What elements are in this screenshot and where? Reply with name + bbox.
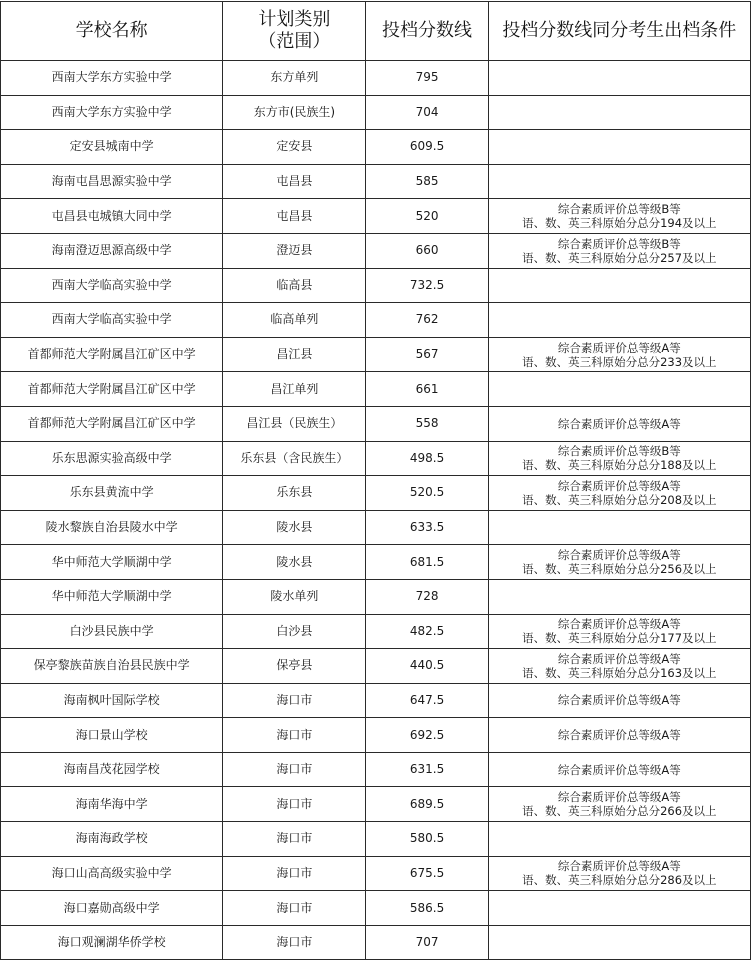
condition-grade-line: 综合素质评价总等级A等 — [557, 651, 681, 666]
header-plan-line1: 计划类别 — [258, 9, 331, 30]
condition-grade-line: 综合素质评价总等级A等 — [557, 617, 681, 632]
cell-school-name: 乐东县黄流中学 — [1, 476, 223, 511]
cell-score-line: 580.5 — [366, 822, 488, 857]
cell-score-line: 567 — [366, 337, 488, 372]
table-row — [1, 337, 751, 372]
table-row — [1, 891, 751, 926]
cell-school-name: 首都师范大学附属昌江矿区中学 — [1, 337, 223, 372]
cell-score-line: 704 — [366, 95, 488, 130]
table-row — [1, 372, 751, 407]
table-row — [1, 233, 751, 268]
cell-plan-category: 白沙县 — [223, 614, 366, 649]
condition-raw-score-line: 语、数、英三科原始分总分233及以上 — [522, 354, 717, 369]
cell-score-line: 558 — [366, 406, 488, 441]
cell-tie-condition — [488, 545, 750, 580]
cell-school-name: 海口山高高级实验中学 — [1, 856, 223, 891]
cell-tie-condition — [488, 164, 750, 199]
condition-raw-score-line: 语、数、英三科原始分总分163及以上 — [522, 665, 717, 680]
cell-tie-condition — [488, 372, 750, 407]
table-row — [1, 476, 751, 511]
cell-plan-category: 陵水县 — [223, 510, 366, 545]
cell-score-line: 631.5 — [366, 752, 488, 787]
cell-plan-category: 东方市(民族生) — [223, 95, 366, 130]
cell-tie-condition — [488, 268, 750, 303]
cell-school-name: 乐东思源实验高级中学 — [1, 441, 223, 476]
cell-school-name: 首都师范大学附属昌江矿区中学 — [1, 372, 223, 407]
table-row — [1, 130, 751, 165]
cell-score-line: 520 — [366, 199, 488, 234]
condition-grade-line: 综合素质评价总等级B等 — [557, 202, 681, 217]
cell-tie-condition — [488, 891, 750, 926]
condition-grade-line: 综合素质评价总等级A等 — [557, 340, 681, 355]
cell-tie-condition — [488, 303, 750, 338]
cell-school-name: 海南枫叶国际学校 — [1, 683, 223, 718]
condition-raw-score-line: 语、数、英三科原始分总分208及以上 — [522, 492, 717, 507]
cell-plan-category: 乐东县 — [223, 476, 366, 511]
condition-raw-score-line: 语、数、英三科原始分总分286及以上 — [522, 873, 717, 888]
table-row — [1, 718, 751, 753]
cell-school-name: 陵水黎族自治县陵水中学 — [1, 510, 223, 545]
cell-plan-category: 海口市 — [223, 718, 366, 753]
cell-tie-condition — [488, 649, 750, 684]
condition-raw-score-line: 语、数、英三科原始分总分194及以上 — [522, 216, 717, 231]
cell-plan-category: 乐东县（含民族生） — [223, 441, 366, 476]
condition-grade-line: 综合素质评价总等级B等 — [557, 444, 681, 459]
table-row — [1, 787, 751, 822]
cell-school-name: 华中师范大学顺湖中学 — [1, 579, 223, 614]
cell-tie-condition — [488, 822, 750, 857]
condition-raw-score-line: 语、数、英三科原始分总分256及以上 — [522, 562, 717, 577]
cell-score-line: 647.5 — [366, 683, 488, 718]
cell-school-name: 海口嘉勋高级中学 — [1, 891, 223, 926]
cell-school-name: 华中师范大学顺湖中学 — [1, 545, 223, 580]
cell-school-name: 海南澄迈思源高级中学 — [1, 233, 223, 268]
cell-plan-category: 海口市 — [223, 822, 366, 857]
cell-score-line: 520.5 — [366, 476, 488, 511]
header-tie-condition: 投档分数线同分考生出档条件 — [488, 2, 750, 61]
cell-school-name: 海南海政学校 — [1, 822, 223, 857]
header-school-name: 学校名称 — [1, 2, 223, 61]
cell-school-name: 定安县城南中学 — [1, 130, 223, 165]
cell-school-name: 海口观澜湖华侨学校 — [1, 925, 223, 960]
cell-plan-category: 澄迈县 — [223, 233, 366, 268]
table-row — [1, 406, 751, 441]
cell-score-line: 692.5 — [366, 718, 488, 753]
condition-grade-line: 综合素质评价总等级A等 — [557, 790, 681, 805]
header-plan-line2: （范围） — [258, 31, 331, 52]
cell-score-line: 681.5 — [366, 545, 488, 580]
cell-school-name: 西南大学东方实验中学 — [1, 95, 223, 130]
condition-raw-score-line: 语、数、英三科原始分总分257及以上 — [522, 250, 717, 265]
cell-plan-category: 陵水单列 — [223, 579, 366, 614]
cell-school-name: 保亭黎族苗族自治县民族中学 — [1, 649, 223, 684]
cell-score-line: 762 — [366, 303, 488, 338]
table-body — [1, 61, 751, 960]
cell-tie-condition — [488, 406, 750, 441]
cell-tie-condition — [488, 614, 750, 649]
cell-tie-condition — [488, 130, 750, 165]
condition-grade-line: 综合素质评价总等级A等 — [557, 478, 681, 493]
cell-tie-condition — [488, 856, 750, 891]
condition-raw-score-line: 语、数、英三科原始分总分177及以上 — [522, 631, 717, 646]
condition-grade-line: 综合素质评价总等级A等 — [557, 548, 681, 563]
cell-tie-condition — [488, 61, 750, 96]
cell-tie-condition — [488, 441, 750, 476]
condition-raw-score-line: 语、数、英三科原始分总分266及以上 — [522, 804, 717, 819]
header-plan-category — [223, 2, 366, 61]
table-row — [1, 822, 751, 857]
cell-score-line: 732.5 — [366, 268, 488, 303]
cell-school-name: 海南屯昌思源实验中学 — [1, 164, 223, 199]
cell-score-line: 728 — [366, 579, 488, 614]
condition-grade-line: 综合素质评价总等级A等 — [557, 762, 681, 777]
cell-school-name: 西南大学东方实验中学 — [1, 61, 223, 96]
condition-grade-line: 综合素质评价总等级A等 — [557, 859, 681, 874]
table-row — [1, 268, 751, 303]
cell-plan-category: 临高县 — [223, 268, 366, 303]
condition-raw-score-line: 语、数、英三科原始分总分188及以上 — [522, 458, 717, 473]
table-row — [1, 441, 751, 476]
cell-score-line: 707 — [366, 925, 488, 960]
header-score-line: 投档分数线 — [366, 2, 488, 61]
table-row — [1, 545, 751, 580]
table-row — [1, 510, 751, 545]
cell-tie-condition — [488, 199, 750, 234]
cell-tie-condition — [488, 233, 750, 268]
cell-plan-category: 海口市 — [223, 787, 366, 822]
cell-plan-category: 海口市 — [223, 752, 366, 787]
cell-plan-category: 海口市 — [223, 683, 366, 718]
table-row — [1, 303, 751, 338]
table-row — [1, 164, 751, 199]
header-row — [1, 2, 751, 61]
cell-school-name: 海口景山学校 — [1, 718, 223, 753]
cell-tie-condition — [488, 683, 750, 718]
table-row — [1, 61, 751, 96]
cell-plan-category: 屯昌县 — [223, 164, 366, 199]
cell-school-name: 西南大学临高实验中学 — [1, 303, 223, 338]
cell-score-line: 795 — [366, 61, 488, 96]
table-row — [1, 752, 751, 787]
cell-tie-condition — [488, 718, 750, 753]
cell-plan-category: 昌江县 — [223, 337, 366, 372]
cell-plan-category: 海口市 — [223, 856, 366, 891]
cell-score-line: 586.5 — [366, 891, 488, 926]
cell-tie-condition — [488, 510, 750, 545]
table-row — [1, 614, 751, 649]
cell-tie-condition — [488, 787, 750, 822]
cell-plan-category: 定安县 — [223, 130, 366, 165]
cell-score-line: 660 — [366, 233, 488, 268]
table-row — [1, 579, 751, 614]
cell-tie-condition — [488, 95, 750, 130]
cell-plan-category: 临高单列 — [223, 303, 366, 338]
cell-score-line: 689.5 — [366, 787, 488, 822]
condition-grade-line: 综合素质评价总等级A等 — [557, 728, 681, 743]
table-row — [1, 683, 751, 718]
cell-plan-category: 东方单列 — [223, 61, 366, 96]
admission-score-table — [0, 1, 751, 960]
condition-grade-line: 综合素质评价总等级A等 — [557, 416, 681, 431]
cell-tie-condition — [488, 476, 750, 511]
table-row — [1, 95, 751, 130]
cell-score-line: 498.5 — [366, 441, 488, 476]
cell-plan-category: 屯昌县 — [223, 199, 366, 234]
table-header — [1, 2, 751, 61]
condition-grade-line: 综合素质评价总等级A等 — [557, 693, 681, 708]
cell-score-line: 440.5 — [366, 649, 488, 684]
cell-school-name: 白沙县民族中学 — [1, 614, 223, 649]
cell-score-line: 661 — [366, 372, 488, 407]
cell-score-line: 633.5 — [366, 510, 488, 545]
cell-plan-category: 昌江单列 — [223, 372, 366, 407]
cell-score-line: 609.5 — [366, 130, 488, 165]
table-row — [1, 199, 751, 234]
table-row — [1, 649, 751, 684]
cell-plan-category: 陵水县 — [223, 545, 366, 580]
cell-school-name: 海南昌茂花园学校 — [1, 752, 223, 787]
cell-plan-category: 海口市 — [223, 925, 366, 960]
condition-grade-line: 综合素质评价总等级B等 — [557, 236, 681, 251]
cell-plan-category: 海口市 — [223, 891, 366, 926]
cell-tie-condition — [488, 579, 750, 614]
cell-tie-condition — [488, 337, 750, 372]
table-row — [1, 925, 751, 960]
cell-plan-category: 保亭县 — [223, 649, 366, 684]
cell-score-line: 482.5 — [366, 614, 488, 649]
cell-tie-condition — [488, 925, 750, 960]
cell-plan-category: 昌江县（民族生） — [223, 406, 366, 441]
table-row — [1, 856, 751, 891]
cell-tie-condition — [488, 752, 750, 787]
cell-school-name: 首都师范大学附属昌江矿区中学 — [1, 406, 223, 441]
cell-school-name: 西南大学临高实验中学 — [1, 268, 223, 303]
cell-score-line: 585 — [366, 164, 488, 199]
cell-school-name: 海南华海中学 — [1, 787, 223, 822]
cell-score-line: 675.5 — [366, 856, 488, 891]
cell-school-name: 屯昌县屯城镇大同中学 — [1, 199, 223, 234]
